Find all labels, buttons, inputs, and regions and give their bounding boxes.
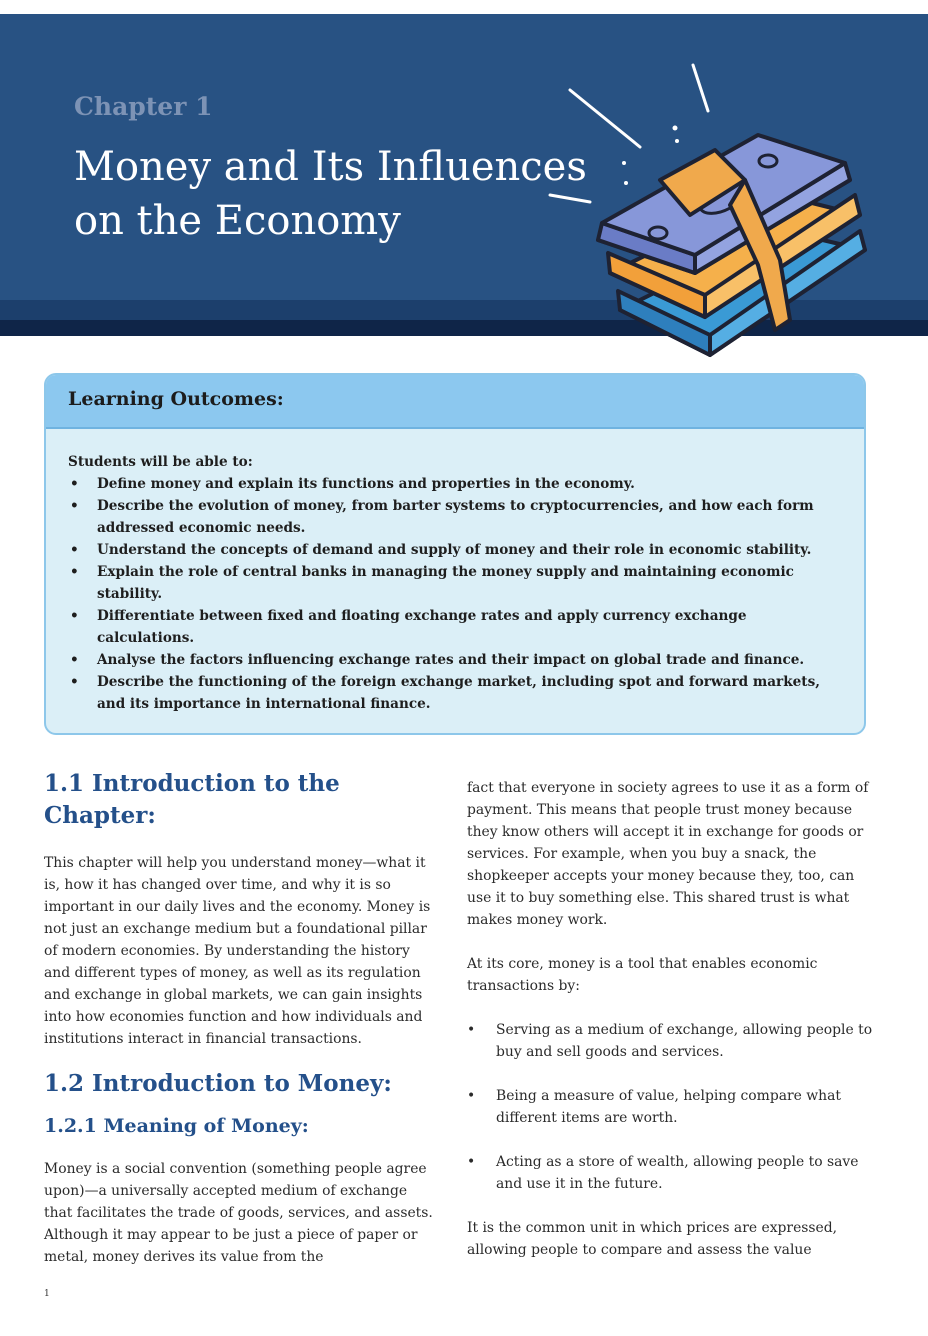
bullet-icon: • [467, 1088, 476, 1104]
list-item: • Acting as a store of wealth, allowing people to save and use it in the future. [467, 1151, 877, 1195]
learning-outcome-item: • Describe the evolution of money, from barter systems to cryptocurrencies, and how each form addressed economic needs. [68, 495, 834, 539]
chapter-label: Chapter 1 [74, 92, 213, 121]
learning-outcome-item: • Understand the concepts of demand and supply of money and their role in economic stability. [68, 539, 834, 561]
chapter-title-line-2: on the Economy [74, 198, 401, 244]
learning-outcomes-box [44, 373, 866, 735]
bullet-icon: • [70, 542, 79, 558]
learning-outcomes-header [46, 375, 864, 429]
learning-outcome-item: • Analyse the factors influencing exchange rates and their impact on global trade and finance. [68, 649, 834, 671]
learning-outcomes-intro: Students will be able to: [68, 454, 253, 470]
section-heading-1-1: 1.1 Introduction to the Chapter: [44, 770, 340, 829]
right-column [467, 777, 877, 1261]
page-number: 1 [44, 1289, 50, 1299]
money-stack-icon [540, 55, 870, 375]
section-paragraph-1-1: This chapter will help you understand money—what it is, how it has changed over time, and why it is so important in our daily lives and the economy. Money is not just an exchange medium but a foundational pillar of modern economies. By understanding the history and different types of money, as well as its regulation and exchange in global markets, we can gain insights into how economies function and how individuals and institutions interact in financial transactions. [44, 855, 431, 1047]
section-paragraph-1-2-1: Money is a social convention (something people agree upon)—a universally accepted medium of exchange that facilitates the trade of goods, services, and assets. Although it may appear to be just a piece of paper or metal, money derives its value from the [44, 1161, 433, 1265]
learning-outcome-item: • Describe the functioning of the foreign exchange market, including spot and forward markets, and its importance in international finance. [68, 671, 834, 715]
bullet-icon: • [467, 1154, 476, 1170]
paragraph-continued: fact that everyone in society agrees to use it as a form of payment. This means that people trust money because they know others will accept it in exchange for goods or services. For example, when you buy a snack, the shopkeeper accepts your money because they, too, can use it to buy something else. This shared trust is what makes money work. [467, 780, 869, 928]
learning-outcomes-title: Learning Outcomes: [68, 388, 284, 410]
left-column [44, 768, 436, 1268]
learning-outcomes-body [46, 429, 864, 715]
paragraph-end: It is the common unit in which prices are expressed, allowing people to compare and assess the value [467, 1220, 838, 1258]
bullet-icon: • [70, 652, 79, 668]
bullet-icon: • [467, 1022, 476, 1038]
bullet-icon: • [70, 674, 79, 690]
list-item: • Serving as a medium of exchange, allowing people to buy and sell goods and services. [467, 1019, 877, 1063]
list-item: • Being a measure of value, helping compare what different items are worth. [467, 1085, 877, 1129]
section-heading-1-2: 1.2 Introduction to Money: [44, 1070, 392, 1097]
bullet-icon: • [70, 498, 79, 514]
learning-outcomes-list [68, 473, 834, 715]
paragraph-core: At its core, money is a tool that enables economic transactions by: [467, 956, 818, 994]
bullet-icon: • [70, 476, 79, 492]
learning-outcome-item: • Differentiate between fixed and floating exchange rates and apply currency exchange calculations. [68, 605, 834, 649]
section-heading-1-2-1: 1.2.1 Meaning of Money: [44, 1115, 309, 1137]
bullet-icon: • [70, 608, 79, 624]
learning-outcome-item: • Explain the role of central banks in managing the money supply and maintaining economic stability. [68, 561, 834, 605]
money-functions-list [467, 1019, 877, 1195]
learning-outcome-item: • Define money and explain its functions and properties in the economy. [68, 473, 834, 495]
chapter-title-line-1: Money and Its Influences [74, 144, 587, 190]
bullet-icon: • [70, 564, 79, 580]
